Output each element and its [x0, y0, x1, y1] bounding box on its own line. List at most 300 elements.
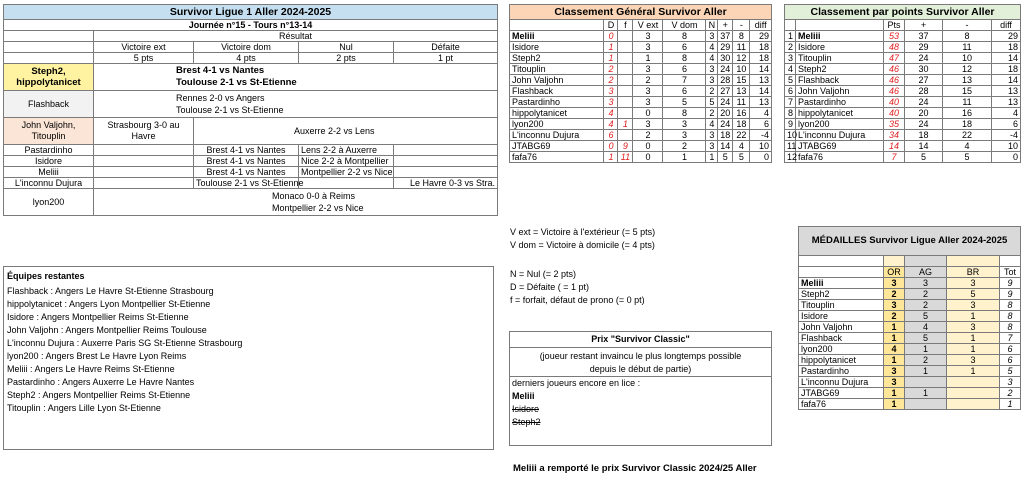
player-name: Steph2 [510, 53, 604, 64]
remaining-line: Steph2 : Angers Montpellier Reims St-Etienne [7, 390, 191, 400]
table-row [510, 119, 772, 130]
match-2: Nice 2-2 à Montpellier [299, 156, 394, 167]
medals-title: MÉDAILLES Survivor Ligue Aller 2024-2025 [799, 227, 1021, 256]
rank-cell: 10 [785, 130, 796, 141]
stat-cell: 11 [733, 42, 750, 53]
col-or: OR [884, 267, 905, 278]
table-row [785, 31, 1021, 42]
stat-cell: 18 [750, 53, 772, 64]
stat-cell: 3 [633, 64, 663, 75]
remaining-line: lyon200 : Angers Brest Le Havre Lyon Reims [7, 351, 187, 361]
stat-cell: 0 [633, 141, 663, 152]
table-row [799, 377, 1021, 388]
medal-count: 1 [905, 344, 947, 355]
stat-cell: 3 [706, 130, 718, 141]
match-2: Toulouse 2-1 vs St-Etienne [176, 77, 297, 88]
stat-cell: 2 [604, 75, 618, 86]
stat-cell [618, 42, 633, 53]
stat-cell [618, 108, 633, 119]
rank-cell: 12 [785, 152, 796, 163]
player-name: L'inconnu Dujura [796, 130, 884, 141]
stat-cell: 3 [604, 86, 618, 97]
table-row [510, 31, 772, 42]
table-row [510, 97, 772, 108]
col-f: f [618, 20, 633, 31]
player-cell: Meliii [4, 167, 94, 178]
table-row [799, 311, 1021, 322]
player-cell: Isidore [4, 156, 94, 167]
stat-cell: 3 [633, 119, 663, 130]
remaining-line: Titouplin : Angers Lille Lyon St-Etienne [7, 403, 161, 413]
medal-count: 1 [1000, 399, 1021, 410]
stat-cell: 4 [750, 108, 772, 119]
medal-count: 6 [1000, 344, 1021, 355]
match-1: Brest 4-1 vs Nantes [194, 145, 299, 156]
player-name: John Valjohn [510, 75, 604, 86]
rank-cell: 9 [785, 119, 796, 130]
stat-cell: 6 [663, 86, 706, 97]
stat-cell: 0 [604, 31, 618, 42]
match-1: Brest 4-1 vs Nantes [194, 167, 299, 178]
stat-cell: 35 [884, 119, 905, 130]
stat-cell: 14 [718, 141, 733, 152]
medal-count: 3 [884, 278, 905, 289]
stat-cell: 28 [905, 86, 943, 97]
stat-cell: 1 [633, 53, 663, 64]
rank-cell: 8 [785, 108, 796, 119]
player-name: Flashback [510, 86, 604, 97]
table-row [785, 75, 1021, 86]
remaining-title: Équipes restantes [7, 271, 85, 281]
col-br: BR [947, 267, 1000, 278]
stat-cell: 5 [706, 97, 718, 108]
stat-cell: 3 [706, 141, 718, 152]
general-standings-table [509, 4, 772, 163]
medal-count: 9 [1000, 278, 1021, 289]
stat-cell: 3 [633, 42, 663, 53]
prix-box [509, 331, 772, 446]
stat-cell: 1 [663, 152, 706, 163]
stat-cell: 4 [706, 119, 718, 130]
player-name: lyon200 [510, 119, 604, 130]
stat-cell: 4 [733, 141, 750, 152]
rank-cell: 1 [785, 31, 796, 42]
stat-cell: 2 [604, 64, 618, 75]
player-name: Meliii [510, 31, 604, 42]
stat-cell: 29 [718, 42, 733, 53]
stat-cell: 3 [706, 64, 718, 75]
table-row [785, 108, 1021, 119]
medal-count: 5 [1000, 366, 1021, 377]
table-row [785, 130, 1021, 141]
prix-lead: derniers joueurs encore en lice : [512, 378, 641, 388]
remaining-line: Flashback : Angers Le Havre St-Etienne Strasbourg [7, 286, 214, 296]
col-victoire-ext: Victoire ext [94, 42, 194, 53]
player-name: lyon200 [796, 119, 884, 130]
stat-cell: 18 [992, 42, 1021, 53]
medal-count: 8 [1000, 322, 1021, 333]
player-name: Isidore [796, 42, 884, 53]
stat-cell: 1 [604, 152, 618, 163]
col-n: N [706, 20, 718, 31]
medal-count: 8 [1000, 311, 1021, 322]
medal-count: 1 [884, 399, 905, 410]
stat-cell: 37 [718, 31, 733, 42]
medal-count: 5 [905, 311, 947, 322]
resultat-label: Résultat [94, 31, 498, 42]
stat-cell: 46 [884, 64, 905, 75]
rank-cell: 7 [785, 97, 796, 108]
prix-out-1: Isidore [512, 404, 540, 414]
table-row [785, 141, 1021, 152]
medal-count: 3 [947, 278, 1000, 289]
stat-cell: 11 [733, 97, 750, 108]
medal-count: 1 [884, 355, 905, 366]
medal-count: 1 [884, 333, 905, 344]
stat-cell: 24 [718, 64, 733, 75]
stat-cell: 27 [718, 86, 733, 97]
legend-vext: V ext = Victoire à l'extérieur (= 5 pts) [510, 227, 656, 237]
stat-cell: 12 [943, 64, 992, 75]
stat-cell: 9 [618, 141, 633, 152]
stat-cell: 3 [663, 130, 706, 141]
player-name: L'inconnu Dujura [510, 130, 604, 141]
remaining-line: hippolytanicet : Angers Lyon Montpellier St-Etienne [7, 299, 211, 309]
match-2: Auxerre 2-2 vs Lens [194, 118, 498, 145]
prix-desc-2: depuis le début de partie) [589, 364, 692, 374]
table-row [510, 42, 772, 53]
stat-cell: 10 [733, 64, 750, 75]
match-2: Le Havre 0-3 vs Stra. [394, 178, 498, 189]
player-name: Titouplin [799, 300, 884, 311]
stat-cell: 1 [618, 119, 633, 130]
stat-cell: 7 [884, 152, 905, 163]
col-plus: + [718, 20, 733, 31]
stat-cell: 4 [706, 53, 718, 64]
match-2: Montpellier 2-2 vs Nice [272, 203, 364, 213]
medal-count: 1 [947, 311, 1000, 322]
medal-count: 1 [947, 333, 1000, 344]
stat-cell: 14 [992, 53, 1021, 64]
rank-cell: 2 [785, 42, 796, 53]
medal-count: 2 [1000, 388, 1021, 399]
pts-nul: 2 pts [299, 53, 394, 64]
player-name: fafa76 [796, 152, 884, 163]
rank-cell: 5 [785, 75, 796, 86]
stat-cell: 6 [992, 119, 1021, 130]
table-row [785, 152, 1021, 163]
table-row [510, 53, 772, 64]
stat-cell [618, 75, 633, 86]
stat-cell: 16 [943, 108, 992, 119]
medal-count: 2 [905, 289, 947, 300]
stat-cell: 8 [663, 108, 706, 119]
col-diff: diff [750, 20, 772, 31]
stat-cell: 15 [943, 86, 992, 97]
stat-cell: 8 [663, 31, 706, 42]
player-name: Flashback [799, 333, 884, 344]
table-row [510, 108, 772, 119]
table-row [785, 86, 1021, 97]
rank-cell: 6 [785, 86, 796, 97]
player-name: JTABG69 [796, 141, 884, 152]
prix-desc-1: (joueur restant invaincu le plus longtemps possible [539, 351, 742, 361]
table-row [510, 130, 772, 141]
stat-cell: 46 [884, 86, 905, 97]
table-row [785, 97, 1021, 108]
stat-cell: 24 [905, 53, 943, 64]
stat-cell: 2 [633, 130, 663, 141]
col-d: D [604, 20, 618, 31]
player-cell: Pastardinho [4, 145, 94, 156]
table-row [799, 355, 1021, 366]
stat-cell: 24 [718, 119, 733, 130]
player-name: Titouplin [510, 64, 604, 75]
stat-cell: 4 [992, 108, 1021, 119]
stat-cell: 5 [943, 152, 992, 163]
table-row [799, 399, 1021, 410]
stat-cell: 1 [706, 152, 718, 163]
stat-cell: 8 [733, 31, 750, 42]
stat-cell: 6 [663, 64, 706, 75]
medal-count: 1 [947, 344, 1000, 355]
medal-count: 1 [905, 366, 947, 377]
stat-cell: 48 [884, 42, 905, 53]
stat-cell: 0 [992, 152, 1021, 163]
medal-count: 3 [947, 322, 1000, 333]
medal-count [947, 388, 1000, 399]
player-name: hippolytanicet [799, 355, 884, 366]
stat-cell: 27 [905, 75, 943, 86]
rank-cell: 4 [785, 64, 796, 75]
table-row [510, 152, 772, 163]
stat-cell: 1 [604, 53, 618, 64]
prix-title: Prix "Survivor Classic" [510, 332, 771, 348]
table-row [510, 141, 772, 152]
stat-cell: 3 [663, 119, 706, 130]
col-victoire-dom: Victoire dom [194, 42, 299, 53]
stat-cell: 3 [706, 75, 718, 86]
stat-cell: 13 [733, 86, 750, 97]
player-name: fafa76 [799, 399, 884, 410]
table-row [799, 278, 1021, 289]
player-name: Steph2 [796, 64, 884, 75]
legend [510, 226, 770, 307]
player-name: Meliii [796, 31, 884, 42]
general-title: Classement Général Survivor Aller [510, 5, 772, 20]
stat-cell: 18 [750, 42, 772, 53]
stat-cell: 16 [733, 108, 750, 119]
stat-cell: 11 [618, 152, 633, 163]
match-2: Toulouse 2-1 vs St-Etienne [176, 105, 284, 115]
stat-cell: 14 [750, 64, 772, 75]
table-row [799, 388, 1021, 399]
prix-footer: Meliii a remporté le prix Survivor Classic 2024/25 Aller [513, 463, 757, 474]
medal-count: 3 [884, 300, 905, 311]
stat-cell: 40 [884, 97, 905, 108]
remaining-line: Pastardinho : Angers Auxerre Le Havre Nantes [7, 377, 195, 387]
stat-cell: 20 [905, 108, 943, 119]
stat-cell: 29 [992, 31, 1021, 42]
stat-cell: 12 [733, 53, 750, 64]
prix-out-2: Steph2 [512, 417, 541, 427]
stat-cell: 24 [718, 97, 733, 108]
stat-cell [618, 130, 633, 141]
stat-cell: 13 [992, 86, 1021, 97]
stat-cell: 3 [633, 97, 663, 108]
player-name: John Valjohn [796, 86, 884, 97]
table-row [785, 119, 1021, 130]
stat-cell: 6 [604, 130, 618, 141]
stat-cell: 24 [905, 97, 943, 108]
stat-cell: 18 [992, 64, 1021, 75]
stat-cell: 11 [943, 42, 992, 53]
stat-cell: 2 [706, 108, 718, 119]
stat-cell: -4 [992, 130, 1021, 141]
table-row [785, 53, 1021, 64]
stat-cell: 5 [733, 152, 750, 163]
col-diff: diff [992, 20, 1021, 31]
stat-cell: 22 [733, 130, 750, 141]
stat-cell: 6 [750, 119, 772, 130]
table-row [510, 86, 772, 97]
stat-cell: 13 [992, 97, 1021, 108]
player-name: Meliii [799, 278, 884, 289]
stat-cell: 13 [750, 75, 772, 86]
results-subtitle: Journée n°15 - Tours n°13-14 [4, 20, 498, 31]
stat-cell: 0 [750, 152, 772, 163]
medal-count: 3 [884, 377, 905, 388]
col-tot: Tot [1000, 267, 1021, 278]
col-ag: AG [905, 267, 947, 278]
stat-cell: 5 [663, 97, 706, 108]
remaining-line: John Valjohn : Angers Montpellier Reims Toulouse [7, 325, 207, 335]
medal-count [947, 399, 1000, 410]
stat-cell: 10 [992, 141, 1021, 152]
medal-count: 9 [1000, 289, 1021, 300]
medal-count: 4 [905, 322, 947, 333]
match-1: Brest 4-1 vs Nantes [176, 65, 265, 76]
remaining-teams-box [3, 266, 494, 450]
player-name: hippolytanicet [796, 108, 884, 119]
table-row [799, 322, 1021, 333]
legend-d: D = Défaite ( = 1 pt) [510, 282, 590, 292]
medal-count: 1 [947, 366, 1000, 377]
stat-cell: 5 [718, 152, 733, 163]
player-name: Steph2 [799, 289, 884, 300]
stat-cell: 4 [943, 141, 992, 152]
medal-count: 8 [1000, 300, 1021, 311]
medal-count: 1 [884, 322, 905, 333]
stat-cell: 0 [633, 108, 663, 119]
stat-cell: 3 [706, 31, 718, 42]
medal-count: 2 [884, 311, 905, 322]
stat-cell: 8 [663, 53, 706, 64]
medal-count: 1 [884, 388, 905, 399]
stat-cell: 10 [750, 141, 772, 152]
stat-cell: 24 [905, 119, 943, 130]
stat-cell: 0 [604, 141, 618, 152]
player-name: JTABG69 [799, 388, 884, 399]
stat-cell: 18 [943, 119, 992, 130]
medal-count: 4 [884, 344, 905, 355]
player-name: Pastardinho [796, 97, 884, 108]
medal-count: 3 [905, 278, 947, 289]
stat-cell [618, 86, 633, 97]
col-minus: - [733, 20, 750, 31]
table-row [799, 289, 1021, 300]
col-minus: - [943, 20, 992, 31]
col-nul: Nul [299, 42, 394, 53]
medals-table [798, 226, 1021, 410]
table-row [510, 75, 772, 86]
col-defaite: Défaite [394, 42, 498, 53]
stat-cell [618, 64, 633, 75]
medal-count: 1 [905, 388, 947, 399]
match-1: Rennes 2-0 vs Angers [176, 93, 265, 103]
player-name: John Valjohn [799, 322, 884, 333]
medal-count: 2 [884, 289, 905, 300]
col-plus: + [905, 20, 943, 31]
stat-cell: 46 [884, 75, 905, 86]
stat-cell: 1 [604, 42, 618, 53]
stat-cell [618, 97, 633, 108]
table-row [785, 64, 1021, 75]
stat-cell: 5 [905, 152, 943, 163]
stat-cell: 13 [943, 75, 992, 86]
stat-cell: 14 [750, 86, 772, 97]
remaining-line: Meliii : Angers Le Havre Reims St-Etienne [7, 364, 175, 374]
stat-cell: 22 [943, 130, 992, 141]
legend-vdom: V dom = Victoire à domicile (= 4 pts) [510, 240, 655, 250]
medal-count: 3 [947, 300, 1000, 311]
stat-cell: 4 [604, 108, 618, 119]
player-name: Isidore [510, 42, 604, 53]
player-name: JTABG69 [510, 141, 604, 152]
stat-cell: 47 [884, 53, 905, 64]
medal-count [905, 377, 947, 388]
stat-cell: 37 [905, 31, 943, 42]
stat-cell: 30 [905, 64, 943, 75]
stat-cell: 3 [633, 31, 663, 42]
prix-winner: Meliii [512, 391, 535, 401]
stat-cell [618, 31, 633, 42]
medal-count: 3 [1000, 377, 1021, 388]
stat-cell: 14 [905, 141, 943, 152]
player-cell: Flashback [4, 91, 94, 118]
pts-victoire-dom: 4 pts [194, 53, 299, 64]
col-vext: V ext [633, 20, 663, 31]
stat-cell: 29 [750, 31, 772, 42]
stat-cell: 0 [633, 152, 663, 163]
player-name: Titouplin [796, 53, 884, 64]
stat-cell: 3 [604, 97, 618, 108]
stat-cell: -4 [750, 130, 772, 141]
match-1: Monaco 0-0 à Reims [272, 191, 356, 201]
player-name: Flashback [796, 75, 884, 86]
table-row [785, 42, 1021, 53]
points-standings-table [784, 4, 1021, 163]
legend-n: N = Nul (= 2 pts) [510, 269, 577, 279]
stat-cell: 2 [663, 141, 706, 152]
stat-cell: 14 [884, 141, 905, 152]
medal-count: 7 [1000, 333, 1021, 344]
stat-cell: 4 [604, 119, 618, 130]
match-2: Lens 2-2 à Auxerre [299, 145, 394, 156]
table-row [799, 333, 1021, 344]
player-cell: L'inconnu Dujura [4, 178, 94, 189]
stat-cell: 40 [884, 108, 905, 119]
